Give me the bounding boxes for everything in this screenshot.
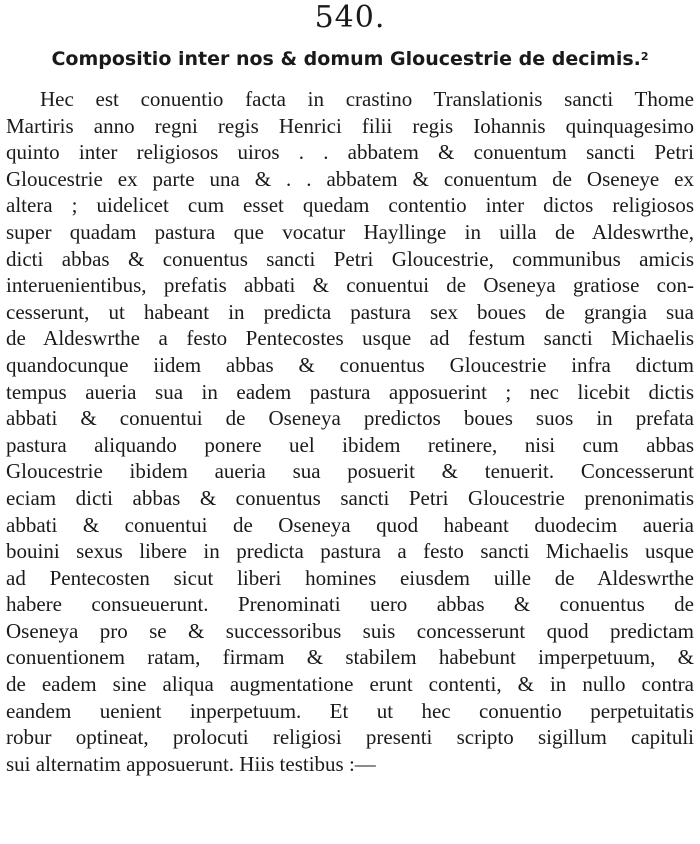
text-line: interuenientibus, prefatis abbati & conuentui de Oseneya gratiose con- [6,273,694,298]
page-number: 540. [314,0,386,35]
text-line: cesserunt, ut habeant in predicta pastura sex boues de grangia sua [6,299,694,324]
text-line: eciam dicti abbas & conuentus sancti Petri Gloucestrie prenonimatis [6,485,694,510]
text-line: Gloucestrie ibidem aueria sua posuerit & tenuerit. Concesserunt [6,459,694,484]
text-line: Gloucestrie ex parte una & . . abbatem & conuentum de Oseneye ex [6,166,694,191]
text-line: ad Pentecosten sicut liberi homines eiusdem uille de Aldeswrthe [6,565,694,590]
text-line: Hec est conuentio facta in crastino Translationis sancti Thome [40,87,694,111]
text-line: habere consueuerunt. Prenominati uero abbas & conuentus de [6,592,694,617]
text-line: quandocunque iidem abbas & conuentus Gloucestrie infra dictum [6,352,694,377]
text-line: robur optineat, prolocuti religiosi presenti scripto sigillum capituli [6,725,694,750]
text-line: de eadem sine aliqua augmentatione erunt contenti, & in nullo contra [6,672,694,697]
text-line: quinto inter religiosos uiros . . abbatem & conuentum sancti Petri [6,140,694,165]
charter-body [6,86,694,777]
text-line: super quadam pastura que vocatur Hayllinge in uilla de Aldeswrthe, [6,219,694,244]
footnote-reference: 2 [640,50,649,63]
text-line: Oseneya pro se & successoribus suis concesserunt quod predictam [6,618,694,643]
text-line: de Aldeswrthe a festo Pentecostes usque ad festum sancti Michaelis [6,326,694,351]
charter-heading [0,46,700,72]
text-line: abbati & conuentui de Oseneya predictos boues suos in prefata [6,406,694,431]
heading-title: Compositio inter nos & domum Gloucestrie de decimis. [51,48,641,70]
text-line: conuentionem ratam, firmam & stabilem habebunt imperpetuum, & [6,645,694,670]
text-line: altera ; uidelicet cum esset quedam contentio inter dictos religiosos [6,193,694,218]
text-line: bouini sexus libere in predicta pastura a festo sancti Michaelis usque [6,539,694,564]
text-line: tempus aueria sua in eadem pastura apposuerint ; nec licebit dictis [6,379,694,404]
text-line: Martiris anno regni regis Henrici filii regis Iohannis quinquagesimo [6,113,694,138]
text-line: sui alternatim apposuerunt. Hiis testibus :— [6,751,376,776]
text-line: dicti abbas & conuentus sancti Petri Gloucestrie, communibus amicis [6,246,694,271]
text-line: eandem uenient inperpetuum. Et ut hec conuentio perpetuitatis [6,698,694,723]
text-line: pastura aliquando ponere uel ibidem retinere, nisi cum abbas [6,432,694,457]
text-line: abbati & conuentui de Oseneya quod habeant duodecim aueria [6,512,694,537]
